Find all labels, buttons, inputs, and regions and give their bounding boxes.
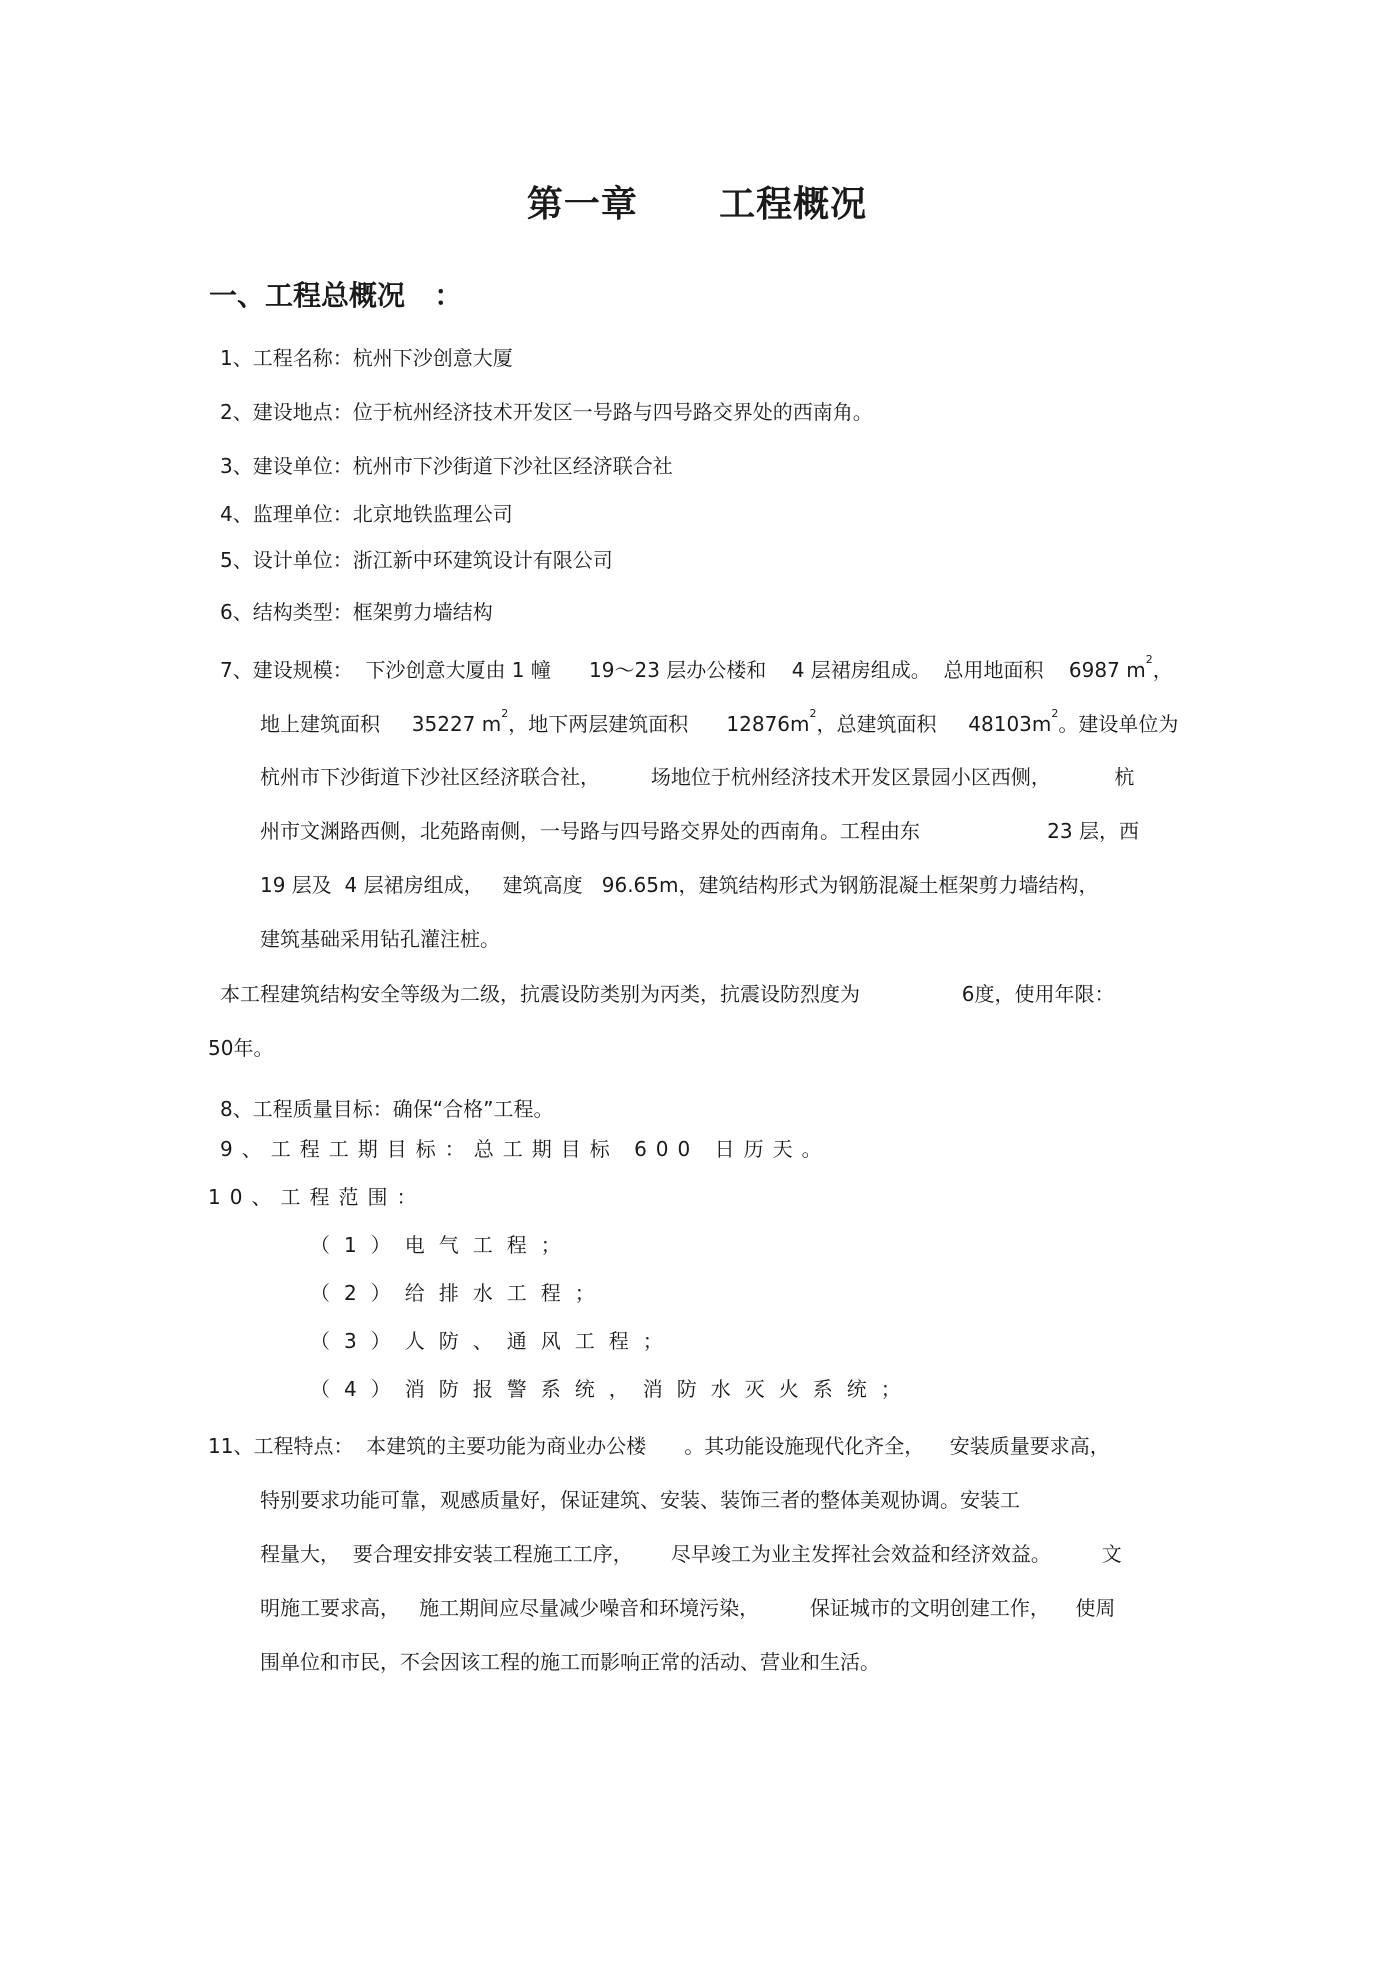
scope-item: （3）人防、通风工程； xyxy=(310,1329,677,1353)
features-line-2: 特别要求功能可靠，观感质量好，保证建筑、安装、装饰三者的整体美观协调。安装工 xyxy=(260,1488,1020,1512)
item-designer: 5、设计单位：浙江新中环建筑设计有限公司 xyxy=(220,548,613,572)
features-line-5: 围单位和市民，不会因该工程的施工而影响正常的活动、营业和生活。 xyxy=(260,1650,880,1674)
scale-line-6: 建筑基础采用钻孔灌注桩。 xyxy=(260,927,500,951)
section-heading: 一、工程总概况 ： xyxy=(209,279,463,312)
scale-line-1 xyxy=(220,653,1173,683)
item-location: 2、建设地点：位于杭州经济技术开发区一号路与四号路交界处的西南角。 xyxy=(220,400,873,424)
item-supervisor: 4、监理单位：北京地铁监理公司 xyxy=(220,502,513,526)
scale-text-1b: ， xyxy=(1152,658,1173,682)
scope-item: （2）给排水工程； xyxy=(310,1281,609,1305)
scale-line-5: 19 层及 4 层裙房组成， 建筑高度 96.65m，建筑结构形式为钢筋混凝土框架剪力墙结构， xyxy=(260,873,1099,897)
features-line-3: 程量大， 要合理安排安装工程施工工序， 尽早竣工为业主发挥社会效益和经济效益。 文 xyxy=(260,1542,1122,1566)
superscript-2: 2 xyxy=(501,707,509,720)
features-line-1: 11、工程特点： 本建筑的主要功能为商业办公楼 。其功能设施现代化齐全， 安装质量要求高， xyxy=(208,1434,1110,1458)
item-quality-target: 8、工程质量目标：确保“合格”工程。 xyxy=(220,1097,554,1121)
superscript-2: 2 xyxy=(1145,653,1153,666)
safety-line-1: 本工程建筑结构安全等级为二级，抗震设防类别为丙类，抗震设防烈度为 6度，使用年限： xyxy=(220,982,1115,1006)
safety-line-2: 50年。 xyxy=(208,1036,274,1060)
scale-text-2b: ，地下两层建筑面积 12876m xyxy=(508,712,810,736)
chapter-title: 第一章 工程概况 xyxy=(526,184,868,225)
item-scope-heading: 10、工程范围： xyxy=(208,1185,426,1209)
scale-line-2 xyxy=(260,707,1179,737)
scale-line-4: 州市文渊路西侧，北苑路南侧，一号路与四号路交界处的西南角。工程由东 23 层，西 xyxy=(260,819,1139,843)
superscript-2: 2 xyxy=(1051,707,1059,720)
scale-text-2a: 地上建筑面积 35227 m xyxy=(260,712,502,736)
scale-text-2d: 。建设单位为 xyxy=(1058,712,1179,736)
scale-text-1a: 7、建设规模： 下沙创意大厦由 1 幢 19～23 层办公楼和 4 层裙房组成。 总用地面积 6987 m xyxy=(220,658,1146,682)
item-owner: 3、建设单位：杭州市下沙街道下沙社区经济联合社 xyxy=(220,454,673,478)
scale-text-2c: ，总建筑面积 48103m xyxy=(816,712,1052,736)
scope-item: （4）消防报警系统，消防水灭火系统； xyxy=(310,1377,915,1401)
item-structure-type: 6、结构类型：框架剪力墙结构 xyxy=(220,600,493,624)
features-line-4: 明施工要求高， 施工期间应尽量减少噪音和环境污染， 保证城市的文明创建工作， 使周 xyxy=(260,1596,1116,1620)
superscript-2: 2 xyxy=(809,707,817,720)
item-project-name: 1、工程名称：杭州下沙创意大厦 xyxy=(220,346,513,370)
scale-line-3: 杭州市下沙街道下沙社区经济联合社， 场地位于杭州经济技术开发区景园小区西侧， 杭 xyxy=(260,765,1135,789)
item-schedule-target: 9、工程工期目标：总工期目标 600 日历天。 xyxy=(220,1137,831,1161)
scope-item: （1）电气工程； xyxy=(310,1233,575,1257)
